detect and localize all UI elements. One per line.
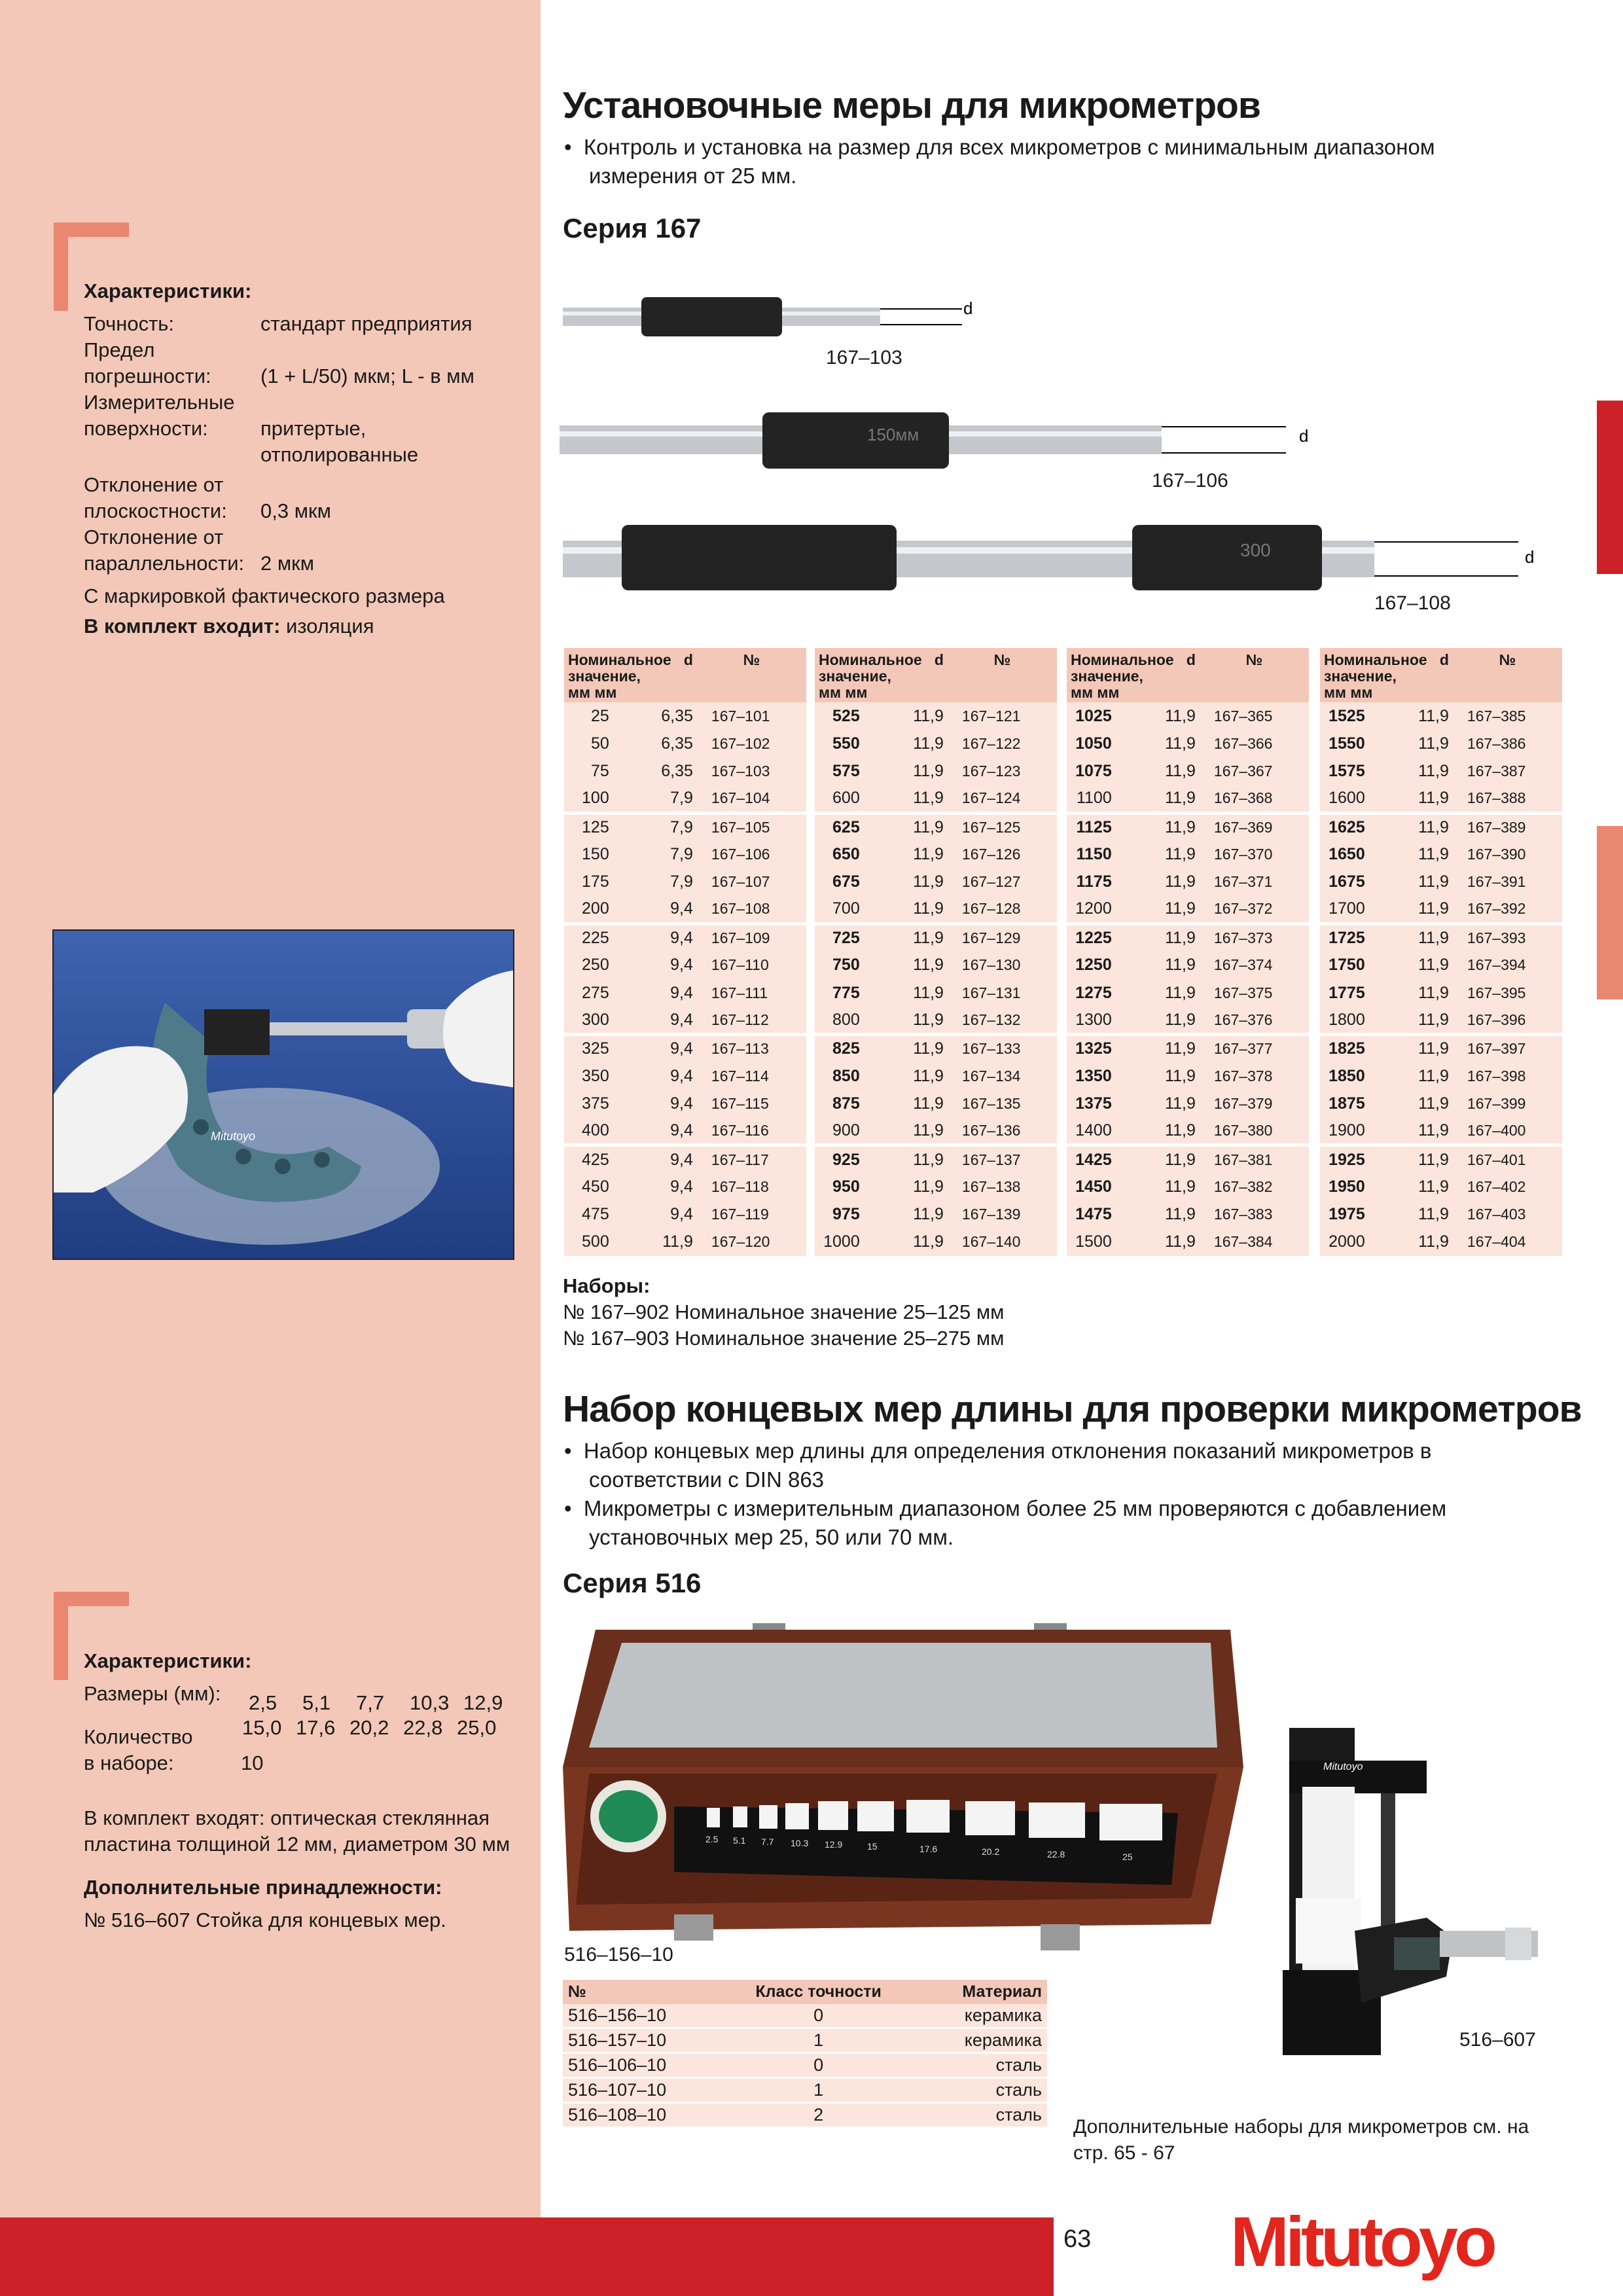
- edge-tab-red: [1597, 401, 1623, 574]
- table-row: 500 11,9 167–120: [564, 1229, 806, 1256]
- table-row: 1600 11,9 167–388: [1320, 785, 1562, 813]
- table-row: 825 11,9 167–133: [815, 1035, 1057, 1062]
- mitutoyo-logo: Mitutoyo: [1230, 2202, 1493, 2281]
- spec-block-2: Характеристики: Размеры (мм): Количество в наборе: 10 В комплект входят: оптическая стеклянная пластина толщиной 12 мм, диаметром 30 мм Дополнительные принадлежности: № 516–607 Стойка для концевых мер.: [84, 1649, 510, 1931]
- table-row: 925 11,9 167–137: [815, 1145, 1057, 1173]
- table-row: 1450 11,9 167–382: [1067, 1173, 1309, 1200]
- svg-text:5.1: 5.1: [733, 1835, 746, 1846]
- table-row: 1825 11,9 167–397: [1320, 1035, 1562, 1062]
- box-label: 516–156–10: [564, 1944, 673, 1965]
- table-row: 1675 11,9 167–391: [1320, 869, 1562, 896]
- table-row: 1500 11,9 167–384: [1067, 1229, 1309, 1256]
- svg-text:17.6: 17.6: [919, 1844, 938, 1854]
- svg-text:12.9: 12.9: [825, 1839, 843, 1850]
- spec-heading: Характеристики:: [84, 279, 252, 302]
- table-row: 600 11,9 167–124: [815, 785, 1057, 813]
- table-row: 1575 11,9 167–387: [1320, 758, 1562, 785]
- table-row: 1175 11,9 167–371: [1067, 869, 1309, 896]
- table-row: 150 7,9 167–106: [564, 840, 806, 868]
- svg-text:22.8: 22.8: [1047, 1849, 1065, 1859]
- table-row: 800 11,9 167–132: [815, 1007, 1057, 1034]
- table-row: 1725 11,9 167–393: [1320, 924, 1562, 951]
- gauge-block-box: [563, 1617, 1250, 1957]
- table-row: 1350 11,9 167–378: [1067, 1062, 1309, 1090]
- rod-167-108: [563, 517, 1544, 596]
- table-row: 1375 11,9 167–379: [1067, 1090, 1309, 1117]
- table-row: 575 11,9 167–123: [815, 758, 1057, 785]
- table-row: 1300 11,9 167–376: [1067, 1007, 1309, 1034]
- error-formula: (1 + L/50) мкм; L - в мм: [260, 365, 474, 387]
- svg-text:150мм: 150мм: [867, 425, 919, 444]
- sizes-row-1: 2,5 5,1 7,7 10,3 12,9: [249, 1691, 503, 1714]
- sets-block: Наборы: № 167–902 Номинальное значение 25–125 мм № 167–903 Номинальное значение 25–275 мм: [563, 1274, 1005, 1350]
- table-row: 950 11,9 167–138: [815, 1173, 1057, 1200]
- page-number: 63: [1063, 2225, 1092, 2253]
- table-row: 1225 11,9 167–373: [1067, 924, 1309, 951]
- table-row: 700 11,9 167–128: [815, 896, 1057, 924]
- table-row: 900 11,9 167–136: [815, 1117, 1057, 1145]
- table-row: 1475 11,9 167–383: [1067, 1200, 1309, 1228]
- table-row: 1975 11,9 167–403: [1320, 1200, 1562, 1228]
- svg-text:d: d: [1299, 426, 1309, 446]
- size-table-2: [815, 648, 1057, 1256]
- table-row: 1325 11,9 167–377: [1067, 1035, 1309, 1062]
- rod-167-106: [560, 409, 1325, 475]
- table-row: 450 9,4 167–118: [564, 1173, 806, 1200]
- table-row: 516–106–10 0 сталь: [563, 2053, 1047, 2078]
- header-nominal: Номинальное d значение, мм мм: [815, 648, 948, 702]
- table-row: 1050 11,9 167–366: [1067, 730, 1309, 757]
- size-table-1: [564, 648, 806, 1256]
- svg-text:20.2: 20.2: [982, 1846, 1000, 1857]
- table-row: 516–107–10 1 сталь: [563, 2078, 1047, 2103]
- table-row: 525 11,9 167–121: [815, 702, 1057, 730]
- header-no: №: [948, 648, 1057, 702]
- table-row: 1150 11,9 167–370: [1067, 840, 1309, 868]
- table-row: 325 9,4 167–113: [564, 1035, 806, 1062]
- table-row: 1850 11,9 167–398: [1320, 1062, 1562, 1090]
- table-row: 75 6,35 167–103: [564, 758, 806, 785]
- rod-167-103: [563, 288, 982, 347]
- svg-text:d: d: [1525, 547, 1535, 567]
- table-row: 1700 11,9 167–392: [1320, 896, 1562, 924]
- table-row: 375 9,4 167–115: [564, 1090, 806, 1117]
- table-row: 516–156–10 0 керамика: [563, 2004, 1047, 2028]
- svg-text:25: 25: [1122, 1852, 1133, 1862]
- rod-label-167-108: 167–108: [1374, 592, 1451, 614]
- table-row: 1200 11,9 167–372: [1067, 896, 1309, 924]
- table-row: 1900 11,9 167–400: [1320, 1117, 1562, 1145]
- section1-bullets: • Контроль и установка на размер для всех микрометров с минимальным диапазоном измерения от 25 мм.: [564, 135, 1435, 188]
- edge-tab-pink: [1597, 826, 1623, 999]
- table-row: 250 9,4 167–110: [564, 952, 806, 979]
- additional-note: Дополнительные наборы для микрометров см. на стр. 65 - 67: [1073, 2116, 1529, 2164]
- header-no: №: [1453, 648, 1562, 702]
- table-row: 125 7,9 167–105: [564, 813, 806, 840]
- table-row: 350 9,4 167–114: [564, 1062, 806, 1090]
- photo-brand-mark: Mitutoyo: [211, 1130, 256, 1143]
- svg-text:7.7: 7.7: [761, 1837, 774, 1847]
- table-row: 1875 11,9 167–399: [1320, 1090, 1562, 1117]
- table-row: 1250 11,9 167–374: [1067, 952, 1309, 979]
- micrometer-photo: [52, 929, 514, 1260]
- footer-bar: [0, 2217, 1054, 2296]
- table-row: 775 11,9 167–131: [815, 979, 1057, 1007]
- svg-text:300: 300: [1240, 540, 1271, 560]
- rod-label-167-106: 167–106: [1152, 470, 1228, 492]
- table-row: 275 9,4 167–111: [564, 979, 806, 1007]
- table-row: 25 6,35 167–101: [564, 702, 806, 730]
- series-167: Серия 167: [563, 213, 702, 243]
- section2-title: Набор концевых мер длины для проверки микрометров: [563, 1388, 1582, 1430]
- sizes-row-2: 15,0 17,6 20,2 22,8 25,0: [242, 1716, 497, 1739]
- table-row: 300 9,4 167–112: [564, 1007, 806, 1034]
- spec-block-1: Характеристики: Точность: стандарт предприятия Предел погрешности: (1 + L/50) мкм; L - в мм Измерительные поверхности: притертые, отполированные Отклонение от плоскостности: 0,3 мкм Отклонение от параллельности: 2 мкм С маркировкой фактического размера В комплект входит: изоляция: [84, 279, 474, 637]
- stand-label: 516–607: [1459, 2029, 1536, 2051]
- header-no: №: [697, 648, 806, 702]
- table-row: 1400 11,9 167–380: [1067, 1117, 1309, 1145]
- table-row: 875 11,9 167–135: [815, 1090, 1057, 1117]
- table-row: 516–108–10 2 сталь: [563, 2103, 1047, 2128]
- table-row: 100 7,9 167–104: [564, 785, 806, 813]
- table-row: 1000 11,9 167–140: [815, 1229, 1057, 1256]
- table-row: 1075 11,9 167–367: [1067, 758, 1309, 785]
- table-row: 675 11,9 167–127: [815, 869, 1057, 896]
- svg-text:2.5: 2.5: [705, 1834, 719, 1844]
- stand-brand-mark: Mitutoyo: [1323, 1761, 1363, 1772]
- svg-text:d: d: [963, 298, 973, 318]
- table-row: 975 11,9 167–139: [815, 1200, 1057, 1228]
- table-row: 475 9,4 167–119: [564, 1200, 806, 1228]
- size-table-3: [1067, 648, 1309, 1256]
- section2-bullets: • Набор концевых мер длины для определения отклонения показаний микрометров в соответствии с DIN 863 • Микрометры с измерительным диапазоном более 25 мм проверяются с добавлением установочных мер 25, 50 или 70 мм.: [564, 1439, 1447, 1549]
- table-row: 1025 11,9 167–365: [1067, 702, 1309, 730]
- table-row: 516–157–10 1 керамика: [563, 2028, 1047, 2053]
- section1-title: Установочные меры для микрометров: [563, 84, 1260, 126]
- table-row: 1750 11,9 167–394: [1320, 952, 1562, 979]
- table-row: 1125 11,9 167–369: [1067, 813, 1309, 840]
- table-row: 175 7,9 167–107: [564, 869, 806, 896]
- table-row: 400 9,4 167–116: [564, 1117, 806, 1145]
- table-row: 725 11,9 167–129: [815, 924, 1057, 951]
- header-no: №: [1200, 648, 1309, 702]
- table-row: 1775 11,9 167–395: [1320, 979, 1562, 1007]
- table-row: 50 6,35 167–102: [564, 730, 806, 757]
- header-nominal: Номинальное d значение, мм мм: [1067, 648, 1200, 702]
- table-row: 1650 11,9 167–390: [1320, 840, 1562, 868]
- table-row: 1425 11,9 167–381: [1067, 1145, 1309, 1173]
- header-nominal: Номинальное d значение, мм мм: [1320, 648, 1453, 702]
- header-nominal: Номинальное d значение, мм мм: [564, 648, 697, 702]
- table-row: 200 9,4 167–108: [564, 896, 806, 924]
- table-row: 1525 11,9 167–385: [1320, 702, 1562, 730]
- gauge-table: № Класс точности Материал 516–156–10 0 керамика 516–157–10 1 керамика 516–106–10 0 сталь 516–107–10 1 сталь 516–108–10 2 сталь: [563, 1980, 1047, 2128]
- series-516: Серия 516: [563, 1568, 702, 1598]
- table-row: 1950 11,9 167–402: [1320, 1173, 1562, 1200]
- table-row: 1100 11,9 167–368: [1067, 785, 1309, 813]
- table-row: 1925 11,9 167–401: [1320, 1145, 1562, 1173]
- table-row: 650 11,9 167–126: [815, 840, 1057, 868]
- svg-text:15: 15: [867, 1841, 878, 1852]
- table-row: 2000 11,9 167–404: [1320, 1229, 1562, 1256]
- table-row: 750 11,9 167–130: [815, 952, 1057, 979]
- gauge-stand-photo: [1263, 1702, 1584, 2068]
- table-row: 850 11,9 167–134: [815, 1062, 1057, 1090]
- table-row: 550 11,9 167–122: [815, 730, 1057, 757]
- size-table-4: [1320, 648, 1562, 1256]
- table-row: 1800 11,9 167–396: [1320, 1007, 1562, 1034]
- table-row: 225 9,4 167–109: [564, 924, 806, 951]
- table-row: 1550 11,9 167–386: [1320, 730, 1562, 757]
- table-row: 425 9,4 167–117: [564, 1145, 806, 1173]
- table-row: 625 11,9 167–125: [815, 813, 1057, 840]
- table-row: 1625 11,9 167–389: [1320, 813, 1562, 840]
- rod-label-167-103: 167–103: [826, 347, 902, 368]
- table-row: 1275 11,9 167–375: [1067, 979, 1309, 1007]
- svg-text:10.3: 10.3: [791, 1838, 809, 1848]
